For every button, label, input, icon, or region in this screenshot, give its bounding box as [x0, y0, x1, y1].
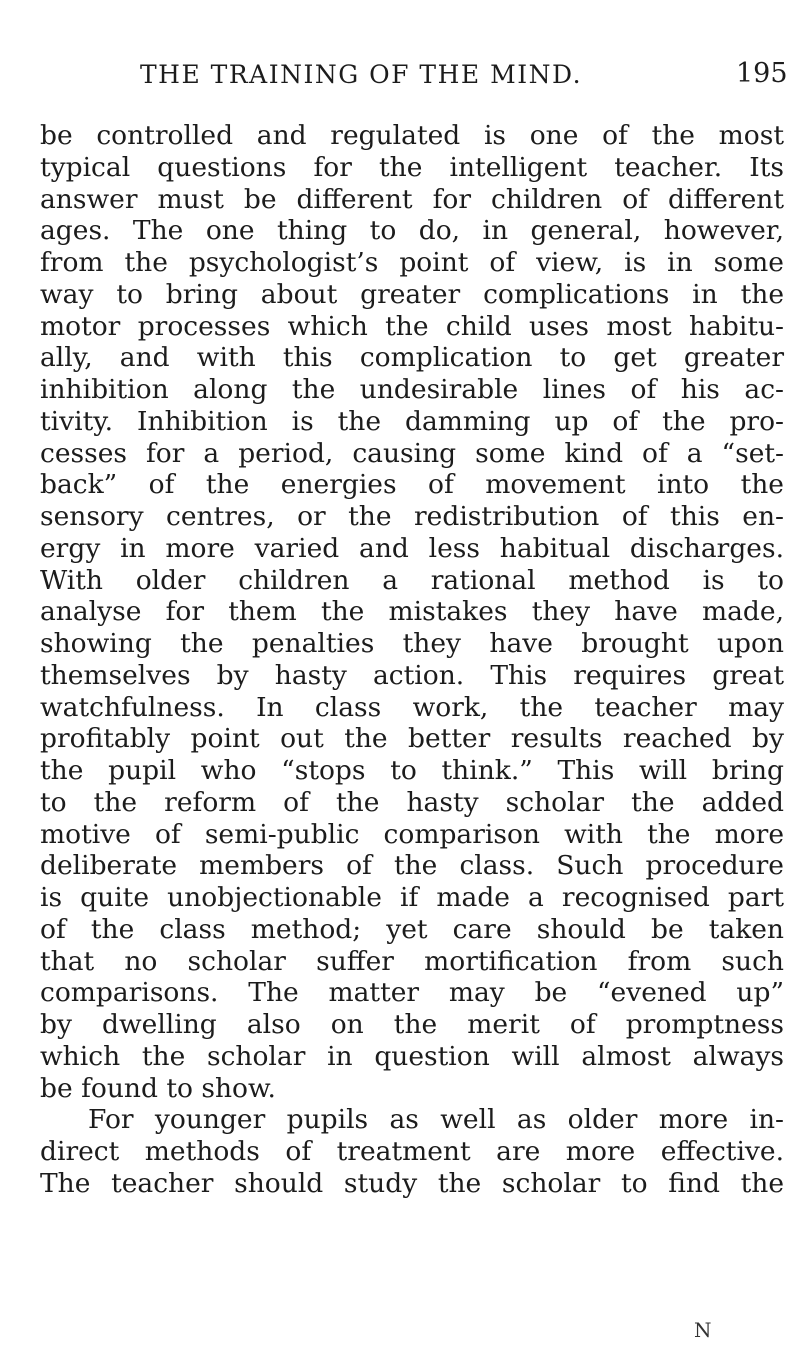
text-line: way to bring about greater complications in the — [40, 278, 784, 310]
text-line: For younger pupils as well as older more in- — [88, 1104, 784, 1136]
text-line: be found to show. — [40, 1072, 276, 1104]
text-line: inhibition along the undesirable lines of his ac- — [40, 374, 784, 405]
text-line: be controlled and regulated is one of the most — [40, 120, 784, 151]
text-line: which the scholar in question will almost always — [40, 1040, 784, 1072]
running-title: THE TRAINING OF THE MIND. — [140, 60, 583, 89]
text-line: typical questions for the intelligent teacher. Its — [40, 151, 784, 183]
text-line: ergy in more varied and less habitual discharges. — [40, 532, 784, 564]
text-line: ages. The one thing to do, in general, however, — [40, 215, 784, 247]
text-line: The teacher should study the scholar to find the — [40, 1167, 784, 1199]
text-line: deliberate members of the class. Such procedure — [40, 850, 784, 882]
paragraph — [40, 120, 784, 1104]
text-line: ally, and with this complication to get greater — [40, 342, 784, 374]
text-line: motive of semi-public comparison with the more — [40, 818, 784, 850]
text-line: motor processes which the child uses most habitu- — [40, 310, 784, 342]
signature-mark: N — [694, 1318, 712, 1342]
text-line: analyse for them the mistakes they have made, — [40, 596, 784, 628]
page-number: 195 — [736, 58, 788, 89]
text-line: comparisons. The matter may be “evened up” — [40, 977, 784, 1009]
text-line: from the psychologist’s point of view, is in some — [40, 247, 784, 278]
text-line: back” of the energies of movement into the — [40, 469, 784, 501]
text-line: answer must be different for children of different — [40, 183, 784, 215]
text-line: by dwelling also on the merit of promptness — [40, 1009, 784, 1040]
text-line: direct methods of treatment are more effective. — [40, 1136, 784, 1167]
text-line: of the class method; yet care should be taken — [40, 913, 784, 945]
text-line: themselves by hasty action. This requires great — [40, 659, 784, 691]
running-head — [0, 60, 800, 96]
text-line: watchfulness. In class work, the teacher may — [40, 691, 784, 723]
body-text — [40, 120, 784, 1200]
text-line: sensory centres, or the redistribution of this en- — [40, 501, 784, 532]
paragraph — [40, 1104, 784, 1199]
text-line: showing the penalties they have brought upon — [40, 628, 784, 659]
text-line: profitably point out the better results reached by — [40, 723, 784, 755]
text-line: cesses for a period, causing some kind of a “set- — [40, 437, 784, 469]
text-line: to the reform of the hasty scholar the added — [40, 786, 784, 818]
text-line: the pupil who “stops to think.” This will bring — [40, 755, 784, 786]
text-line: With older children a rational method is to — [40, 564, 784, 596]
text-line: is quite unobjectionable if made a recognised part — [40, 882, 784, 913]
text-line: that no scholar suffer mortification from such — [40, 945, 784, 977]
text-line: tivity. Inhibition is the damming up of the pro- — [40, 405, 784, 437]
